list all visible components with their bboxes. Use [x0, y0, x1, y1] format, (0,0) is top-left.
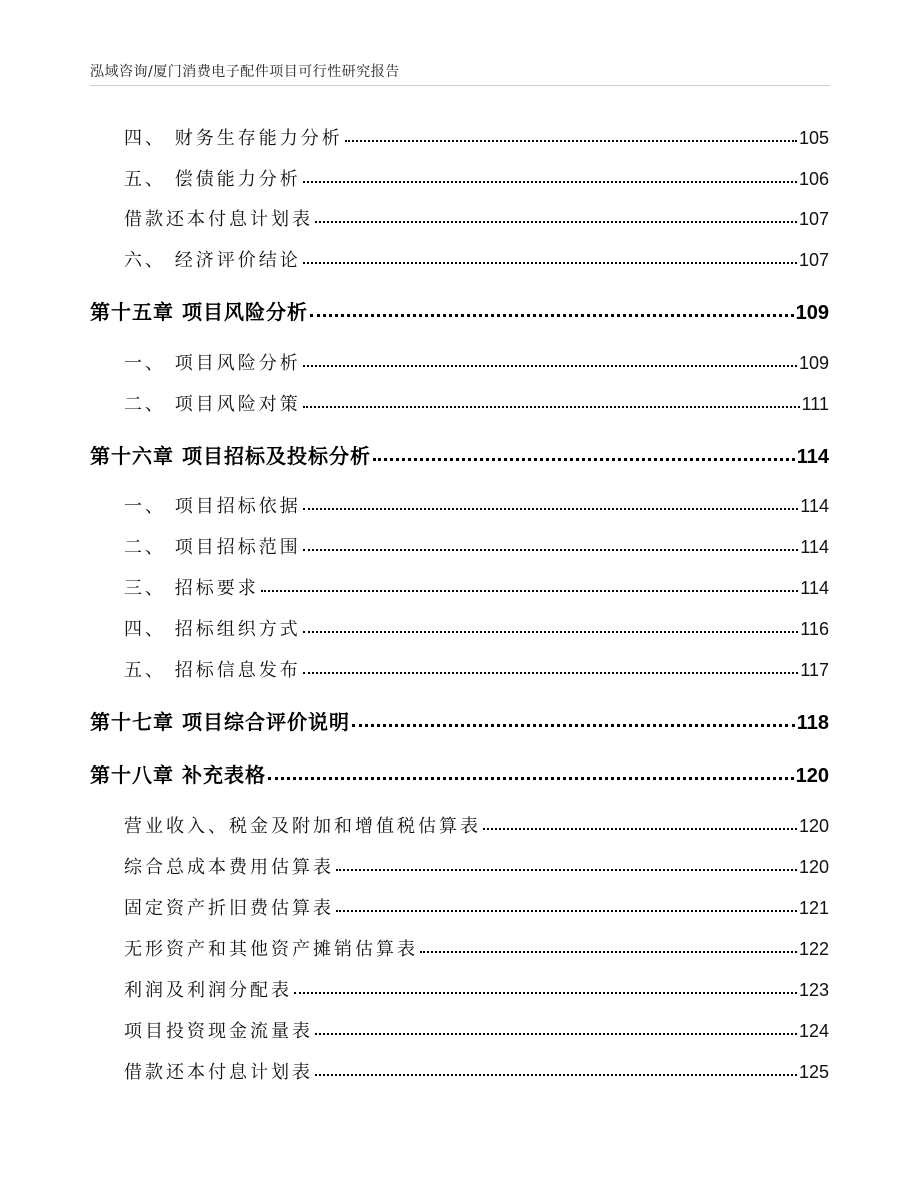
toc-entry-title: 六、 经济评价结论	[124, 250, 301, 271]
toc-chapter-entry[interactable]	[90, 440, 829, 469]
toc-entry-title: 借款还本付息计划表	[124, 1062, 313, 1083]
toc-entry-title: 借款还本付息计划表	[124, 209, 313, 230]
toc-entry-page: 107	[798, 209, 829, 229]
toc-entry-page: 114	[800, 496, 829, 516]
toc-entry[interactable]	[124, 615, 829, 641]
toc-entry-page: 125	[798, 1062, 829, 1082]
toc-leader-dots	[352, 709, 795, 729]
toc-entry[interactable]	[124, 533, 829, 559]
toc-entry-page: 116	[800, 619, 829, 639]
toc-chapter-entry[interactable]	[90, 759, 829, 788]
toc-entry[interactable]	[124, 492, 829, 518]
toc-entry-page: 114	[800, 578, 829, 598]
toc-entry-page: 109	[798, 353, 829, 373]
toc-entry-title: 五、 招标信息发布	[124, 660, 301, 681]
toc-leader-dots	[303, 248, 797, 266]
toc-entry-page: 124	[798, 1021, 829, 1041]
toc-entry-page: 114	[796, 446, 829, 468]
toc-entry[interactable]	[124, 812, 829, 838]
toc-entry[interactable]	[124, 124, 829, 150]
toc-leader-dots	[294, 978, 797, 996]
toc-leader-dots	[303, 494, 799, 512]
toc-entry-page: 122	[798, 939, 829, 959]
toc-leader-dots	[268, 762, 794, 782]
toc-entry[interactable]	[124, 894, 829, 920]
toc-entry-page: 120	[798, 816, 829, 836]
toc-entry-title: 二、 项目招标范围	[124, 537, 301, 558]
toc-entry[interactable]	[124, 853, 829, 879]
toc-entry-title: 固定资产折旧费估算表	[124, 898, 334, 919]
toc-entry-page: 117	[800, 660, 829, 680]
toc-entry[interactable]	[124, 349, 829, 375]
toc-leader-dots	[345, 126, 797, 144]
toc-entry-page: 114	[800, 537, 829, 557]
toc-entry-page: 121	[798, 898, 829, 918]
toc-chapter-entry[interactable]	[90, 296, 829, 325]
toc-entry-page: 120	[798, 857, 829, 877]
toc-leader-dots	[373, 443, 795, 463]
toc-leader-dots	[315, 1060, 797, 1078]
toc-entry-title: 项目投资现金流量表	[124, 1021, 313, 1042]
running-header: 泓域咨询/厦门消费电子配件项目可行性研究报告	[90, 64, 400, 80]
toc-entry-title: 一、 项目风险分析	[124, 353, 301, 374]
toc-leader-dots	[303, 658, 799, 676]
toc-entry-page: 109	[795, 302, 829, 324]
toc-entry-page: 123	[798, 980, 829, 1000]
toc-entry[interactable]	[124, 205, 829, 231]
toc-entry-title: 无形资产和其他资产摊销估算表	[124, 939, 418, 960]
toc-entry[interactable]	[124, 574, 829, 600]
toc-entry-page: 118	[796, 712, 829, 734]
toc-leader-dots	[483, 814, 797, 832]
toc-leader-dots	[303, 535, 799, 553]
toc-entry-title: 营业收入、税金及附加和增值税估算表	[124, 816, 481, 837]
toc-leader-dots	[303, 392, 800, 410]
toc-entry[interactable]	[124, 390, 829, 416]
toc-entry-title: 四、 财务生存能力分析	[124, 128, 343, 149]
toc-leader-dots	[303, 617, 799, 635]
toc-leader-dots	[336, 855, 797, 873]
toc-entry-title: 利润及利润分配表	[124, 980, 292, 1001]
toc-leader-dots	[420, 937, 797, 955]
toc-entry-title: 三、 招标要求	[124, 578, 259, 599]
toc-entry-page: 105	[798, 128, 829, 148]
toc-entry-title: 一、 项目招标依据	[124, 496, 301, 517]
toc-entry-title: 第十八章 补充表格	[90, 763, 266, 787]
toc-entry-title: 综合总成本费用估算表	[124, 857, 334, 878]
toc-entry-page: 111	[801, 394, 829, 414]
toc-leader-dots	[303, 167, 797, 185]
toc-entry-title: 第十七章 项目综合评价说明	[90, 710, 350, 734]
toc-entry[interactable]	[124, 656, 829, 682]
toc-entry-title: 五、 偿债能力分析	[124, 169, 301, 190]
toc-entry[interactable]	[124, 246, 829, 272]
toc-leader-dots	[315, 207, 797, 225]
toc-leader-dots	[336, 896, 797, 914]
toc-entry[interactable]	[124, 935, 829, 961]
toc-leader-dots	[261, 576, 799, 594]
toc-entry-title: 四、 招标组织方式	[124, 619, 301, 640]
toc-entry-title: 第十六章 项目招标及投标分析	[90, 444, 371, 468]
toc-entry[interactable]	[124, 1058, 829, 1084]
toc-entry[interactable]	[124, 976, 829, 1002]
toc-entry[interactable]	[124, 165, 829, 191]
toc-entry-page: 106	[798, 169, 829, 189]
toc-leader-dots	[310, 299, 794, 319]
toc-entry-page: 107	[798, 250, 829, 270]
toc-entry[interactable]	[124, 1017, 829, 1043]
toc-leader-dots	[303, 351, 797, 369]
toc-chapter-entry[interactable]	[90, 706, 829, 735]
toc-leader-dots	[315, 1019, 797, 1037]
toc-entry-title: 二、 项目风险对策	[124, 394, 301, 415]
toc-entry-title: 第十五章 项目风险分析	[90, 300, 308, 324]
toc-entry-page: 120	[795, 765, 829, 787]
